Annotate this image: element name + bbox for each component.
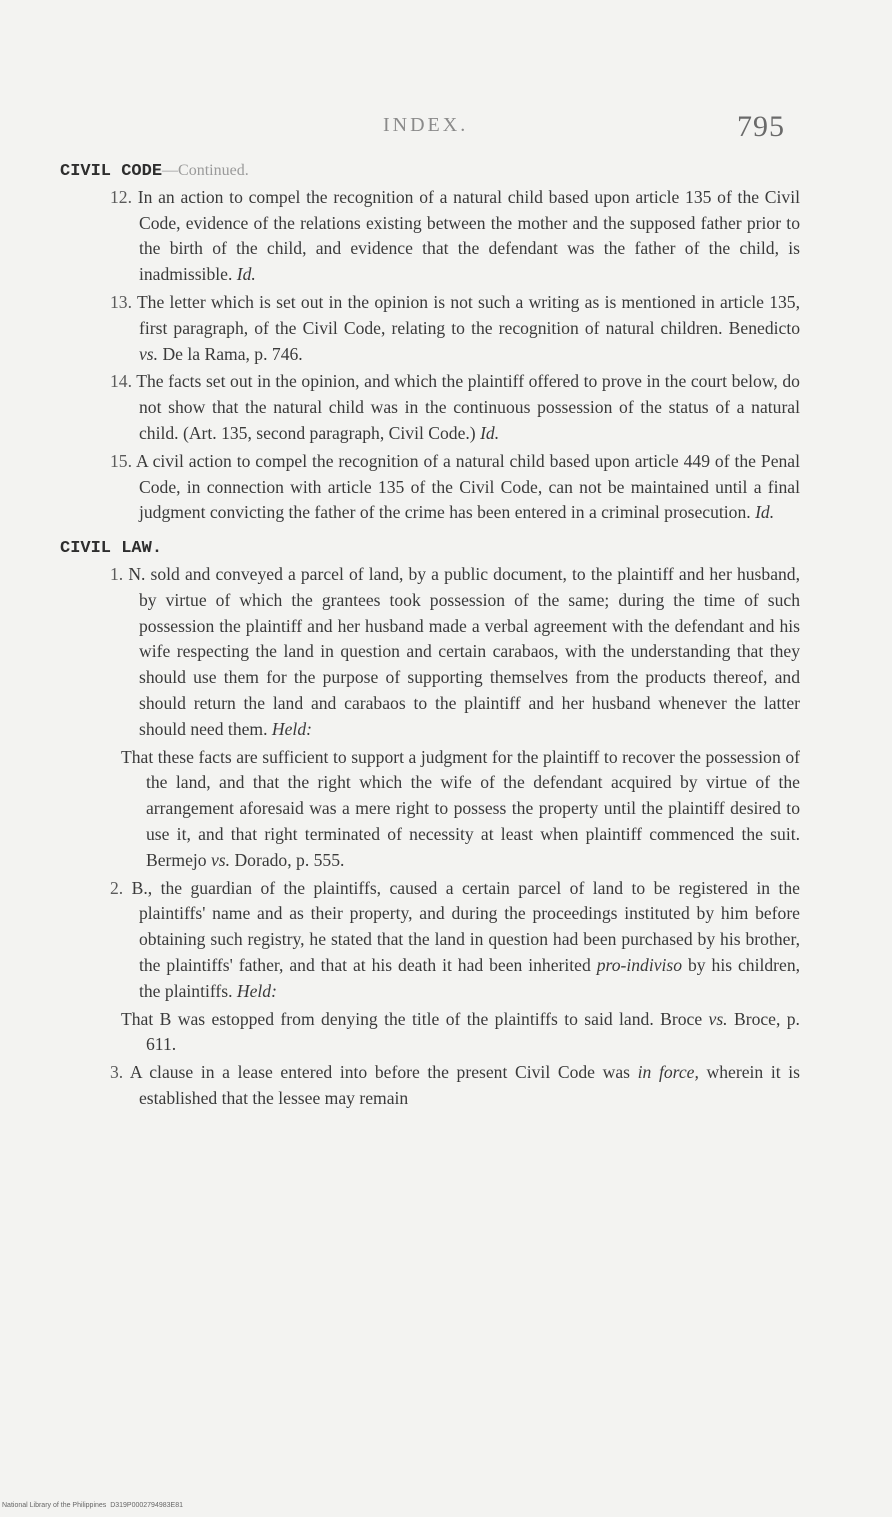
index-entry: 1. N. sold and conveyed a parcel of land, by a public document, to the plaintiff and her husband, by virtue of which the grantees took possession of the same; during the time of such possession the plaintiff and her husband made a verbal agreement with the defendant and his wife respecting the land in question and certain carabaos, with the understanding that they should use them for the purpose of supporting themselves from the products thereof, and should return the land and carabaos to the plaintiff and her husband whenever the latter should need them. Held: (110, 563, 800, 739)
continued-label: —Continued. (162, 162, 249, 179)
held-label: Held: (236, 980, 277, 1001)
index-entry: 3. A clause in a lease entered into before the present Civil Code was in force, wherein it is established that the lessee may remain (110, 1062, 800, 1108)
section-heading: CIVIL LAW. (60, 539, 163, 559)
held-paragraph: That B was estopped from denying the title of the plaintiffs to said land. Broce vs. Broce, p. 611. (121, 1008, 800, 1055)
section-civil-law (60, 536, 800, 1112)
index-body (60, 158, 800, 1122)
citation: Id. (236, 264, 256, 285)
index-entry: 13. The letter which is set out in the opinion is not such a writing as is mentioned in article 135, first paragraph, of the Civil Code, relating to the recognition of natural children. Benedicto vs. De la Rama, p. 746. (110, 291, 800, 364)
held-paragraph: That these facts are sufficient to support a judgment for the plaintiff to recover the possession of the land, and that the right which the wife of the defendant acquired by virtue of the arrangement aforesaid was a mere right to possess the property until the plaintiff desired to use it, and that right terminated of necessity at least when plaintiff commenced the suit. Bermejo vs. Dorado, p. 555. (121, 746, 800, 870)
held-label: Held: (271, 718, 312, 739)
index-entry: 2. B., the guardian of the plaintiffs, caused a certain parcel of land to be registered in the plaintiffs' name and as their property, and during the proceedings instituted by him before obtaining such registry, he stated that the land in question had been purchased by his brother, the plaintiffs' father, and that at his death it had been inherited pro-indiviso by his children, the plaintiffs. Held: (110, 877, 801, 1001)
index-entry: 12. In an action to compel the recognition of a natural child based upon article 135 of the Civil Code, evidence of the relations existing between the mother and the supposed father prior to the birth of the child, and evidence that the defendant was the father of the child, is inadmissible. Id. (110, 186, 800, 285)
page-number: 795 (737, 110, 785, 143)
citation: Id. (755, 502, 775, 523)
section-civil-code (60, 158, 800, 526)
citation: Id. (480, 422, 500, 443)
running-head (0, 110, 892, 150)
section-heading: CIVIL CODE—Continued. (60, 162, 249, 181)
scan-footer (2, 1502, 183, 1509)
footer-code: D319P0002794983E81 (110, 1502, 183, 1509)
running-title: INDEX. (383, 114, 469, 136)
index-entry: 14. The facts set out in the opinion, and which the plaintiff offered to prove in the court below, do not show that the natural child was in the continuous possession of the status of a natural child. (Art. 135, second paragraph, Civil Code.) Id. (110, 371, 800, 443)
footer-credit: National Library of the Philippines (2, 1502, 107, 1509)
index-entry: 15. A civil action to compel the recognition of a natural child based upon article 449 of the Penal Code, in connection with article 135 of the Civil Code, can not be maintained until a final judgment convicting the father of the crime has been entered in a criminal prosecution. Id. (110, 450, 800, 523)
